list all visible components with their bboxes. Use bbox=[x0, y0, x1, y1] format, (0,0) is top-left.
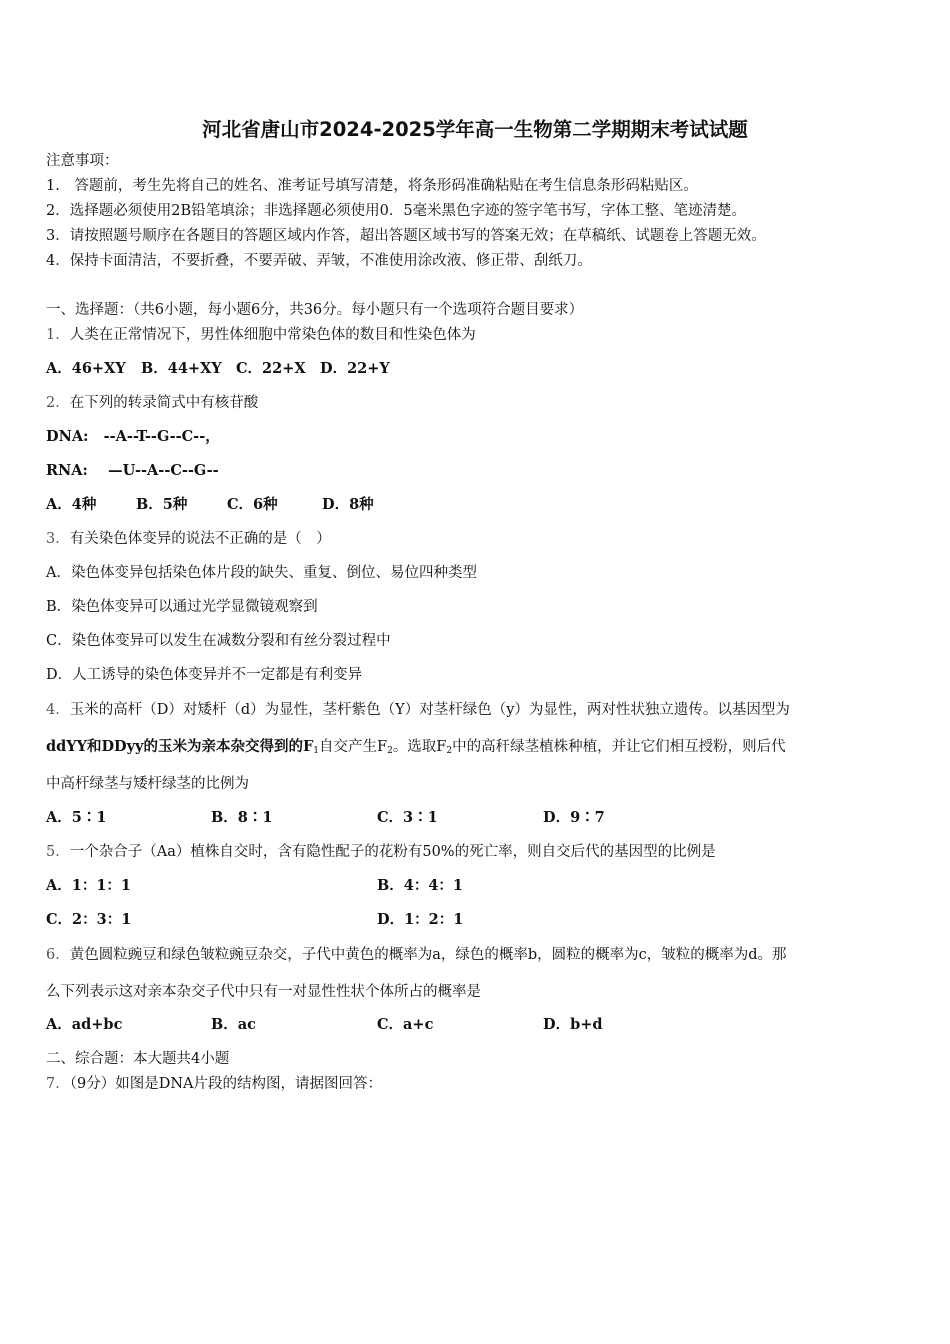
q2-rna-sequence: —U--A--C--G-- bbox=[108, 462, 219, 479]
question-5-stem: 一个杂合子（Aa）植株自交时，含有隐性配子的花粉有50%的死亡率，则自交后代的基因型的比例是 bbox=[69, 844, 716, 860]
q6-option-a: A．ad+bc bbox=[46, 1016, 123, 1033]
question-4-line-3: 中高杆绿茎与矮杆绿茎的比例为 bbox=[46, 776, 249, 792]
q1-option-b: B．44+XY bbox=[141, 360, 222, 377]
question-7-number: 7． bbox=[46, 1076, 70, 1092]
q6-option-b: B．ac bbox=[211, 1016, 256, 1033]
q2-rna-label: RNA: bbox=[46, 462, 88, 479]
q4-option-a: A．5∶1 bbox=[46, 809, 107, 826]
q5-option-a: A．1：1：1 bbox=[46, 877, 132, 894]
question-6-text-1: 黄色圆粒豌豆和绿色皱粒豌豆杂交，子代中黄色的概率为a，绿色的概率b，圆粒的概率为c，皱粒的概率为d。那 bbox=[69, 947, 787, 963]
question-6-line-2: 么下列表示这对亲本杂交子代中只有一对显性性状个体所占的概率是 bbox=[46, 984, 481, 1000]
section-2-heading: 二、综合题：本大题共4小题 bbox=[46, 1051, 230, 1067]
q2-option-b: B．5种 bbox=[136, 496, 188, 513]
question-6-number: 6． bbox=[46, 947, 70, 963]
question-5-number: 5． bbox=[46, 844, 70, 860]
q2-option-a: A．4种 bbox=[46, 496, 97, 513]
q1-option-d: D．22+Y bbox=[320, 360, 390, 377]
notice-item-3: 3．请按照题号顺序在各题目的答题区域内作答，超出答题区域书写的答案无效；在草稿纸、试题卷上答题无效。 bbox=[46, 228, 766, 244]
question-7 bbox=[46, 1075, 382, 1093]
q5-option-c: C．2：3：1 bbox=[46, 911, 132, 928]
q3-option-b: B．染色体变异可以通过光学显微镜观察到 bbox=[46, 599, 318, 615]
q2-option-d: D．8种 bbox=[322, 496, 374, 513]
subscript-3: 2 bbox=[446, 746, 453, 756]
notice-item-1: 1. 答题前，考生先将自己的姓名、准考证号填写清楚，将条形码准确粘贴在考生信息条形码粘贴区。 bbox=[46, 178, 698, 194]
subscript-2: 2 bbox=[387, 746, 393, 756]
question-4-line-1 bbox=[46, 701, 790, 719]
question-4-line-2 bbox=[46, 738, 786, 756]
question-3 bbox=[46, 530, 331, 548]
q2-dna-line bbox=[46, 428, 220, 446]
q2-dna-label: DNA: bbox=[46, 428, 89, 445]
question-4-text-2a: ddYY和DDyy的玉米为亲本杂交得到的F bbox=[46, 738, 314, 755]
question-4-text-2b: 自交产生F bbox=[319, 739, 388, 755]
question-2-stem: 在下列的转录简式中有核苷酸 bbox=[69, 395, 259, 411]
question-4-number: 4． bbox=[46, 702, 70, 718]
q1-option-a: A．46+XY bbox=[46, 360, 126, 377]
question-2-number: 2． bbox=[46, 395, 70, 411]
notice-heading: 注意事项： bbox=[46, 153, 119, 169]
q3-option-a: A．染色体变异包括染色体片段的缺失、重复、倒位、易位四种类型 bbox=[46, 565, 477, 581]
section-1-heading: 一、选择题：（共6小题，每小题6分，共36分。每小题只有一个选项符合题目要求） bbox=[46, 302, 584, 318]
q6-option-d: D．b+d bbox=[543, 1016, 603, 1033]
page-title: 河北省唐山市2024-2025学年高一生物第二学期期末考试试题 bbox=[202, 118, 748, 141]
q5-option-b: B．4：4：1 bbox=[377, 877, 464, 894]
question-4-text-2d: 中的高秆绿茎植株种植，并让它们相互授粉，则后代 bbox=[452, 739, 786, 755]
q4-option-d: D．9∶7 bbox=[543, 809, 605, 826]
notice-item-2: 2．选择题必须使用2B铅笔填涂；非选择题必须使用0．5毫米黑色字迹的签字笔书写，字体工整、笔迹清楚。 bbox=[46, 203, 747, 219]
question-5 bbox=[46, 843, 716, 861]
q6-option-c: C．a+c bbox=[377, 1016, 434, 1033]
question-4-text-1: 玉米的高杆（D）对矮杆（d）为显性，茎杆紫色（Y）对茎杆绿色（y）为显性，两对性状独立遗传。以基因型为 bbox=[69, 702, 790, 718]
q3-option-d: D．人工诱导的染色体变异并不一定都是有利变异 bbox=[46, 667, 363, 683]
question-3-number: 3． bbox=[46, 531, 70, 547]
q4-option-b: B．8∶1 bbox=[211, 809, 273, 826]
question-3-stem: 有关染色体变异的说法不正确的是（ ） bbox=[69, 531, 331, 547]
q2-option-c: C．6种 bbox=[227, 496, 278, 513]
q2-rna-line bbox=[46, 462, 219, 480]
q5-option-d: D．1：2：1 bbox=[377, 911, 464, 928]
q3-option-c: C．染色体变异可以发生在减数分裂和有丝分裂过程中 bbox=[46, 633, 391, 649]
question-2 bbox=[46, 394, 258, 412]
subscript-1: 1 bbox=[313, 746, 320, 756]
notice-item-4: 4．保持卡面清洁，不要折叠，不要弄破、弄皱，不准使用涂改液、修正带、刮纸刀。 bbox=[46, 253, 592, 269]
question-1-number: 1． bbox=[46, 327, 70, 343]
q4-option-c: C．3∶1 bbox=[377, 809, 438, 826]
question-1 bbox=[46, 326, 476, 344]
q1-option-c: C．22+X bbox=[236, 360, 306, 377]
question-4-text-2c: 。选取F bbox=[392, 739, 447, 755]
question-7-stem: （9分）如图是DNA片段的结构图，请据图回答： bbox=[69, 1076, 382, 1092]
question-6-line-1 bbox=[46, 946, 787, 964]
q2-dna-sequence: --A--T--G--C--， bbox=[103, 428, 220, 445]
question-1-stem: 人类在正常情况下，男性体细胞中常染色体的数目和性染色体为 bbox=[69, 327, 476, 343]
